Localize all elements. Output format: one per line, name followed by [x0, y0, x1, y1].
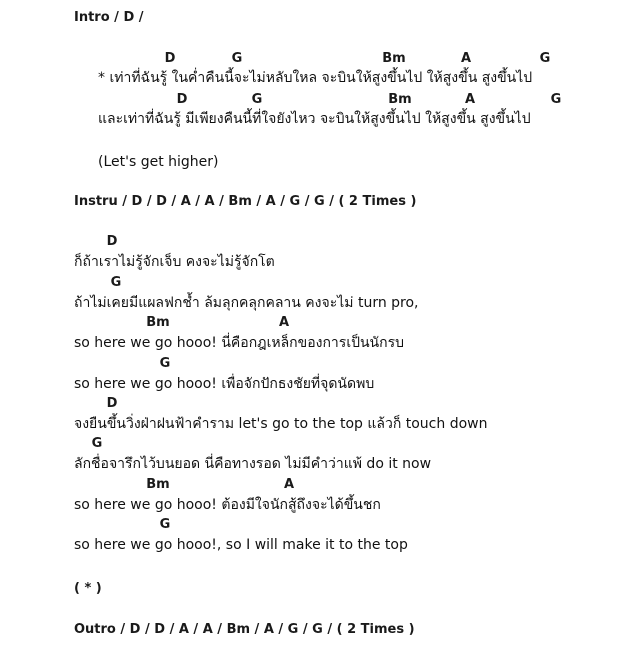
chord-d: D	[164, 51, 176, 66]
verse-lyric-8: so here we go hooo!, so I will make it to the top	[74, 537, 408, 553]
chord-a: A	[283, 477, 295, 492]
chord-bm: Bm	[388, 92, 412, 107]
chord-a: A	[464, 92, 476, 107]
chord-g: G	[159, 356, 171, 371]
verse-lyric-7: so here we go hooo! ต้องมีใจนักสู้ถึงจะได้ขึ้นชก	[74, 497, 381, 513]
chord-g: G	[110, 275, 122, 290]
chord-a: A	[278, 315, 290, 330]
chorus-lyric-2: และเท่าที่ฉันรู้ มีเพียงคืนนี้ที่ใจยังไหว จะบินให้สูงขึ้นไป ให้สูงขึ้น สูงขึ้นไป	[98, 111, 531, 127]
chord-g: G	[159, 517, 171, 532]
instru-label: Instru / D / D / A / A / Bm / A / G / G / ( 2 Times )	[74, 194, 417, 209]
chord-d: D	[176, 92, 188, 107]
chord-g: G	[539, 51, 551, 66]
chorus-lyric-1: * เท่าที่ฉันรู้ ในค่ำคืนนี้จะไม่หลับใหล จะบินให้สูงขึ้นไป ให้สูงขึ้น สูงขึ้นไป	[98, 70, 533, 86]
chord-bm: Bm	[382, 51, 406, 66]
chord-d: D	[106, 396, 118, 411]
chorus-tag: (Let's get higher)	[98, 154, 219, 170]
chord-g: G	[91, 436, 103, 451]
repeat-chorus-marker: ( * )	[74, 581, 102, 596]
verse-lyric-2: ถ้าไม่เคยมีแผลฟกช้ำ ล้มลุกคลุกคลาน คงจะไม่ turn pro,	[74, 295, 419, 311]
verse-lyric-3: so here we go hooo! นี่คือกฎเหล็กของการเป็นนักรบ	[74, 335, 405, 351]
chord-g: G	[231, 51, 243, 66]
verse-lyric-6: ลักชื่อจารึกไว้บนยอด นี่คือทางรอด ไม่มีคำว่าแพ้ do it now	[74, 456, 432, 472]
verse-lyric-4: so here we go hooo! เพื่อจักปักธงชัยที่จุดนัดพบ	[74, 376, 375, 392]
chord-g: G	[550, 92, 562, 107]
chord-a: A	[460, 51, 472, 66]
chord-bm: Bm	[146, 315, 170, 330]
chord-bm: Bm	[146, 477, 170, 492]
chord-d: D	[106, 234, 118, 249]
outro-label: Outro / D / D / A / A / Bm / A / G / G / ( 2 Times )	[74, 622, 415, 637]
intro-label: Intro / D /	[74, 10, 144, 25]
chord-g: G	[251, 92, 263, 107]
verse-lyric-5: จงยืนขึ้นวิ่งฝ่าฝนฟ้าคำราม let's go to the top แล้วก็ touch down	[74, 416, 488, 432]
verse-lyric-1: ก็ถ้าเราไม่รู้จักเจ็บ คงจะไม่รู้จักโต	[74, 254, 275, 270]
